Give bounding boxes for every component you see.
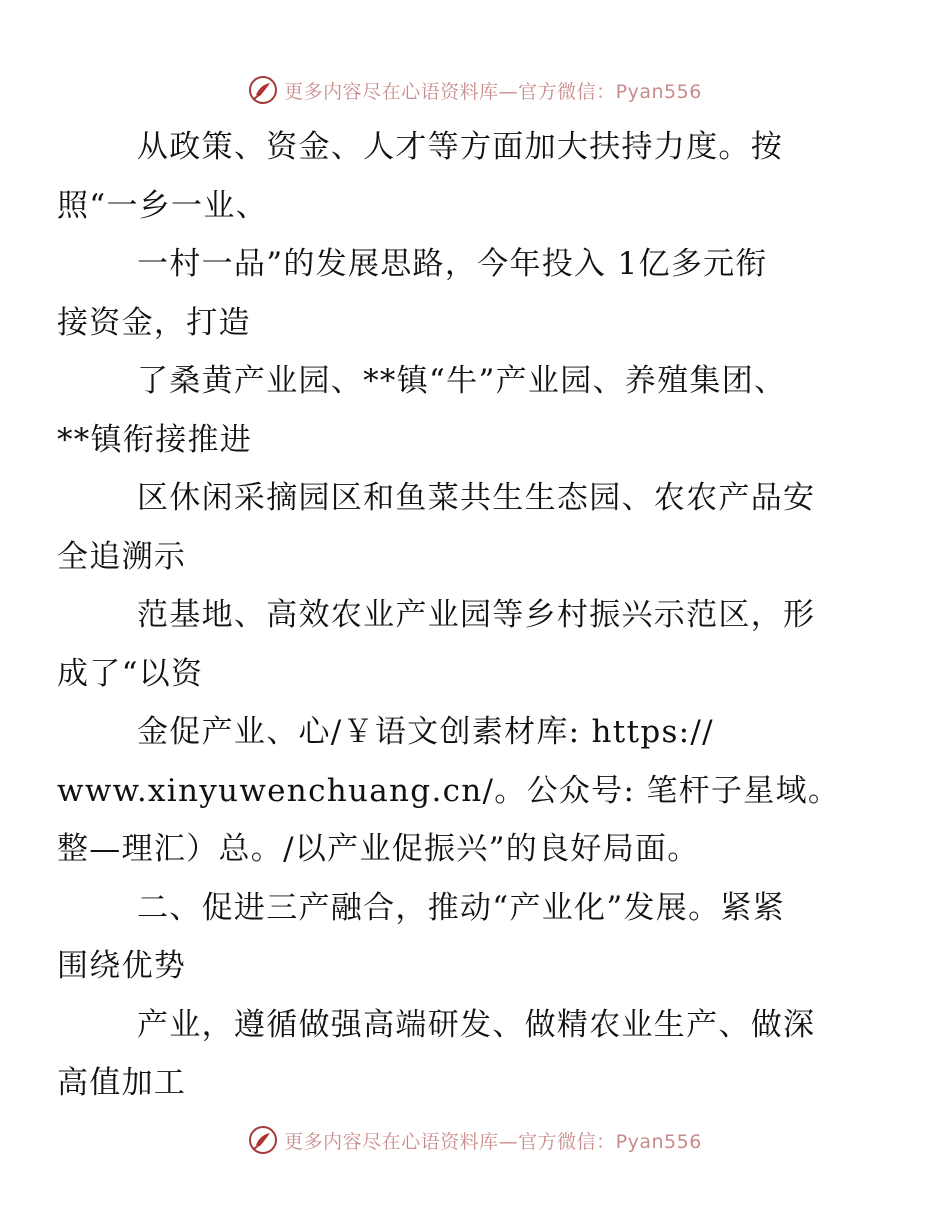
text-line: 金促产业、心/￥语文创素材库: https:// (137, 714, 714, 750)
text-line: 高值加工 (57, 1065, 187, 1101)
text-line: 一村一品”的发展思路，今年投入 1亿多元衔 (137, 246, 768, 282)
text-line: 成了“以资 (57, 655, 204, 692)
text-line: 接资金，打造 (57, 304, 251, 341)
document-body (57, 118, 867, 1113)
text-line: **镇衔接推进 (57, 421, 253, 458)
text-line: 整—理汇）总。/以产业促振兴”的良好局面。 (57, 831, 700, 867)
pen-logo-icon (248, 1125, 278, 1155)
paragraph (57, 703, 867, 879)
paragraph (57, 118, 867, 235)
header-banner-text: 更多内容尽在心语资料库—官方微信：Pyan556 (284, 80, 702, 103)
text-line: 照“一乡一业、 (57, 187, 268, 224)
text-line: 区休闲采摘园区和鱼菜共生生态园、农农产品安 (137, 480, 816, 516)
paragraph (57, 352, 867, 469)
paragraph (57, 996, 867, 1113)
paragraph (57, 469, 867, 586)
footer-banner-text: 更多内容尽在心语资料库—官方微信：Pyan556 (284, 1130, 702, 1153)
text-line: 围绕优势 (57, 948, 187, 984)
text-line: 从政策、资金、人才等方面加大扶持力度。按 (137, 129, 783, 165)
pen-logo-icon (248, 75, 278, 105)
paragraph (57, 586, 867, 703)
text-line: www.xinyuwenchuang.cn/。公众号: 笔杆子星域。 (57, 772, 841, 809)
text-line: 了桑黄产业园、**镇“牛”产业园、养殖集团、 (137, 363, 787, 399)
text-line: 产业，遵循做强高端研发、做精农业生产、做深 (137, 1006, 816, 1043)
text-line: 范基地、高效农业产业园等乡村振兴示范区，形 (137, 597, 816, 633)
paragraph (57, 879, 867, 996)
text-line: 全追溯示 (57, 538, 187, 575)
header-banner (0, 70, 950, 110)
footer-banner (0, 1120, 950, 1160)
paragraph (57, 235, 867, 352)
text-line: 二、促进三产融合，推动“产业化”发展。紧紧 (137, 889, 785, 926)
